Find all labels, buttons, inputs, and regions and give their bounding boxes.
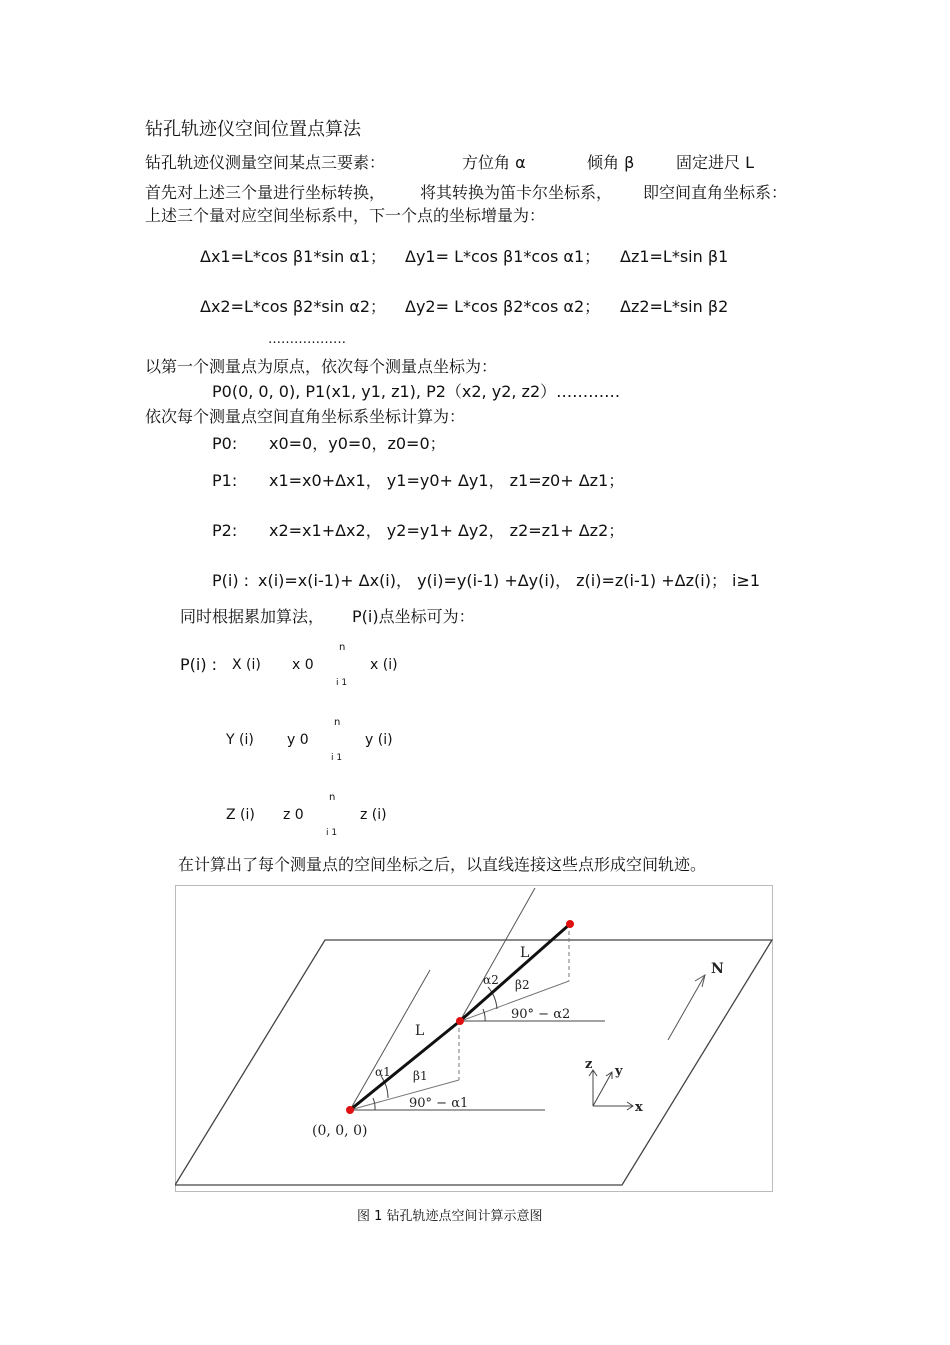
sum-intro-b: P(i)点坐标可为： [352,607,475,626]
beta2-label: β2 [515,978,530,992]
sum-z-term: z (i) [360,807,387,823]
dx1-formula: Δx1=L*cos β1*sin α1； [200,247,387,266]
sum-y-lhs: Y (i) [226,732,254,748]
doc-title: 钻孔轨迹仪空间位置点算法 [145,119,361,140]
dy2-formula: Δy2= L*cos β2*cos α2； [405,297,601,316]
sum-p-label: P(i) : [180,655,218,674]
intro-line-2b: 将其转换为笛卡尔坐标系， [420,183,613,202]
sum-z-lower: i 1 [326,828,338,838]
north-label: N [711,961,724,977]
pi-label: P(i) : [212,571,250,590]
p0-equation: x0=0，y0=0，z0=0； [269,434,446,453]
p1-label: P1: [212,471,238,490]
trajectory-figure [175,885,773,1192]
sum-z-init: z 0 [283,807,304,823]
dz1-formula: Δz1=L*sin β1 [620,247,729,266]
sum-y-upper: n [334,717,341,728]
sum-z-upper: n [329,792,336,803]
intro-line-3: 上述三个量对应空间坐标系中，下一个点的坐标增量为： [145,206,546,225]
conclusion: 在计算出了每个测量点的空间坐标之后，以直线连接这些点形成空间轨迹。 [178,855,707,874]
increments-ellipsis: ……………… [268,332,346,347]
sum-x-lower: i 1 [336,678,348,688]
segment-label-L1: L [415,1023,425,1039]
p1-equation: x1=x0+Δx1， y1=y0+ Δy1， z1=z0+ Δz1； [269,471,625,490]
figure-caption: 图 1 钻孔轨迹点空间计算示意图 [357,1209,543,1224]
p2-label: P2: [212,521,238,540]
angle1-label: 90° − α1 [409,1096,469,1111]
beta1-label: β1 [413,1069,428,1083]
sum-y-lower: i 1 [331,753,343,763]
sum-y-term: y (i) [365,732,393,748]
dz2-formula: Δz2=L*sin β2 [620,297,729,316]
origin-label: (0, 0, 0) [312,1123,368,1139]
segment-label-L2: L [520,945,530,961]
angle2-label: 90° − α2 [511,1007,571,1022]
sum-x-init: x 0 [292,657,314,673]
intro-line-2c: 即空间直角坐标系： [643,183,788,202]
calc-intro: 依次每个测量点空间直角坐标系坐标计算为： [145,407,466,426]
trajectory-point-1 [456,1017,464,1025]
intro-line-2a: 首先对上述三个量进行坐标转换， [145,183,386,202]
y-axis-label: y [615,1064,623,1079]
pi-equation: x(i)=x(i-1)+ Δx(i)， y(i)=y(i-1) +Δy(i)， z(i)=z(i-1) +Δz(i)； i≥1 [258,571,761,590]
sum-x-lhs: X (i) [232,657,261,673]
points-list: P0(0, 0, 0), P1(x1, y1, z1), P2（x2, y2, z2）………… [212,382,621,401]
alpha2-label: α2 [483,973,499,987]
param-azimuth: 方位角 α [462,153,526,172]
param-dip: 倾角 β [587,153,635,172]
points-intro: 以第一个测量点为原点，依次每个测量点坐标为： [145,357,498,376]
trajectory-point-2 [566,920,574,928]
p2-equation: x2=x1+Δx2， y2=y1+ Δy2， z2=z1+ Δz2； [269,521,625,540]
sum-intro-a: 同时根据累加算法， [180,607,325,626]
intro-line-1: 钻孔轨迹仪测量空间某点三要素： [145,153,386,172]
trajectory-point-0 [346,1106,354,1114]
sum-x-term: x (i) [370,657,398,673]
sum-y-init: y 0 [287,732,309,748]
dx2-formula: Δx2=L*cos β2*sin α2； [200,297,387,316]
dy1-formula: Δy1= L*cos β1*cos α1； [405,247,601,266]
sum-z-lhs: Z (i) [226,807,255,823]
sum-x-upper: n [339,642,346,653]
x-axis-label: x [635,1100,643,1115]
param-step: 固定进尺 L [676,153,755,172]
alpha1-label: α1 [375,1065,391,1079]
z-axis-label: z [585,1057,593,1072]
p0-label: P0: [212,434,238,453]
